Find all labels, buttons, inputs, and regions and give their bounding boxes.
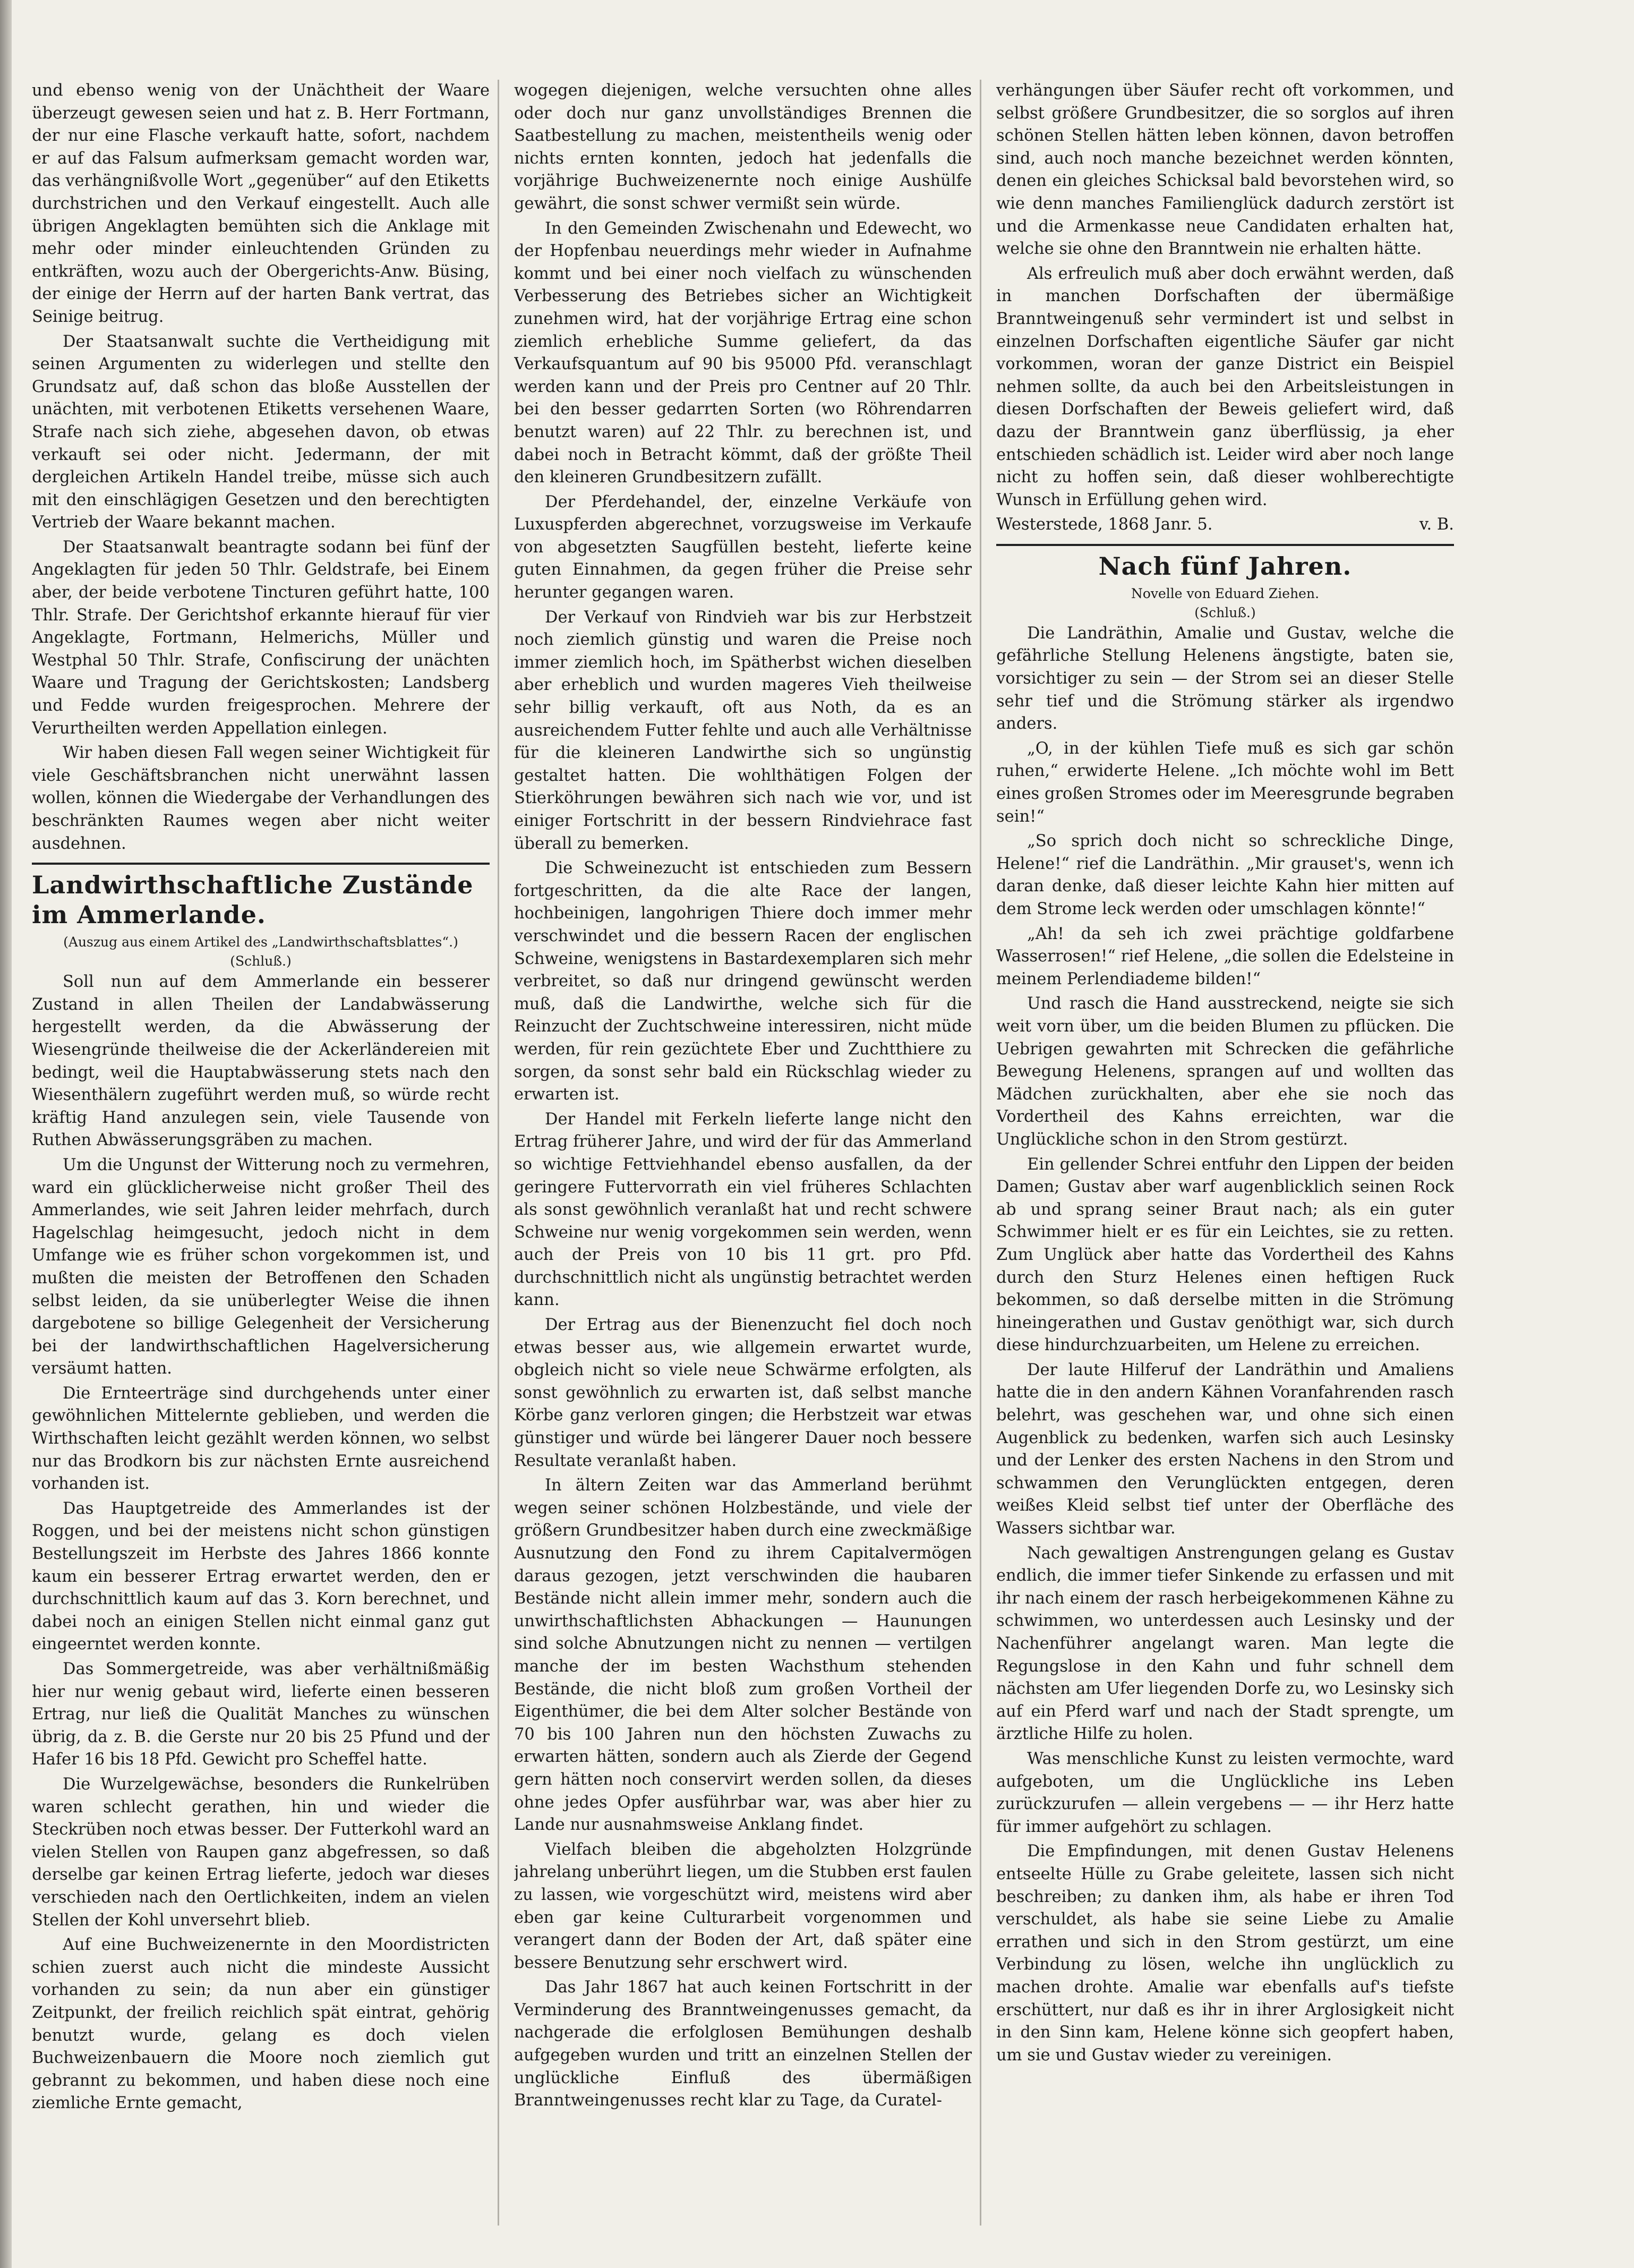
paragraph: Das Hauptgetreide des Ammerlandes ist der Roggen, und bei der meistens nicht schon günstigen Bestellungszeit im Herbste des Jahres 1866 konnte kaum ein besserer Ertrag erwartet werden, den er durchschnittlich kaum auf das 3. Korn berechnet, und dabei noch an einigen Stellen nicht einmal ganz gut eingeerntet werden konnte. bbox=[32, 1499, 490, 1654]
paragraph: Ein gellender Schrei entfuhr den Lippen der beiden Damen; Gustav aber warf augenblicklich seinen Rock ab und sprang seiner Braut nach; als ein guter Schwimmer hielt er es für ein Leichtes, sie zu retten. Zum Unglück aber hatte das Vordertheil des Kahns durch den Sturz Helenes einen heftigen Ruck bekommen, so daß derselbe mitten in die Strömung hineingerathen und Gustav genöthigt war, sich durch diese hindurchzuarbeiten, um Helene zu erreichen. bbox=[996, 1155, 1454, 1355]
article-byline: Novelle von Eduard Ziehen. bbox=[1131, 585, 1320, 601]
paragraph: „Ah! da seh ich zwei prächtige goldfarbene Wasserrosen!“ rief Helene, „die sollen die Edelsteine in meinem Perlendiademe bilden!“ bbox=[996, 924, 1454, 988]
paragraph: Die Empfindungen, mit denen Gustav Helenens entseelte Hülle zu Grabe geleitete, lassen sich nicht beschreiben; zu danken ihm, als habe er ihren Tod verschuldet, als habe sie seine Liebe zu Amalie errathen und sich in den Strom gestürzt, um eine Verbindung zu lösen, welche ihn unglücklich zu machen drohte. Amalie war ebenfalls auf's tiefste erschüttert, nur daß es ihr in ihrer Arglosigkeit nicht in den Sinn kam, Helene könne sich geopfert haben, um sie und Gustav wieder zu vereinigen. bbox=[996, 1842, 1454, 2065]
paragraph: Nach gewaltigen Anstrengungen gelang es Gustav endlich, die immer tiefer Sinkende zu erfassen und mit ihr nach einem der rasch herbeigekommenen Kähne zu schwimmen, wo unterdessen auch Lesinsky und der Nachenführer angelangt waren. Man legte die Regungslose in den Kahn und fuhr schnell dem nächsten am Ufer liegenden Dorfe zu, wo Lesinsky sich auf ein Pferd warf und nach der Stadt sprengte, um ärztliche Hilfe zu holen. bbox=[996, 1544, 1454, 1744]
column-3 bbox=[996, 80, 1454, 2226]
paragraph: und ebenso wenig von der Unächtheit der Waare überzeugt gewesen seien und hat z. B. Herr Fortmann, der nur eine Flasche verkauft hatte, sofort, nachdem er auf das Falsum aufmerksam gemacht worden war, das verhängnißvolle Wort „gegenüber“ auf den Etiketts durchstrichen und den Verkauf eingestellt. Auch alle übrigen Angeklagten bemühten sich die Anklage mit mehr oder minder einleuchtenden Gründen zu entkräften, wozu auch der Obergerichts-Anw. Büsing, der einige der Herrn auf der harten Bank vertrat, das Seinige beitrug. bbox=[32, 81, 490, 326]
article-heading: Nach fünf Jahren. bbox=[1098, 551, 1352, 581]
dateline bbox=[996, 514, 1454, 536]
paragraph: Die Schweinezucht ist entschieden zum Bessern fortgeschritten, da die alte Race der langen, hochbeinigen, langohrigen Thiere doch immer mehr verschwindet und die bessern Racen der englischen Schweine, wenigstens in Bastardexemplaren sich mehr verbreitet, so daß nur dringend gewünscht werden muß, daß die Landwirthe, welche sich für die Reinzucht der Zuchtschweine interessiren, nicht müde werden, für rein gezüchtete Eber und Zuchtthiere zu sorgen, da sonst sehr bald ein Rückschlag wieder zu erwarten ist. bbox=[514, 859, 972, 1104]
paragraph: Der Handel mit Ferkeln lieferte lange nicht den Ertrag früherer Jahre, und wird der für das Ammerland so wichtige Fettviehhandel ebenso ausfallen, da der geringere Futtervorrath ein viel früheres Schlachten als sonst gewöhnlich veranlaßt hat und recht schwere Schweine nur wenig vorgekommen sein werden, wenn auch der Preis von 10 bis 11 grt. pro Pfd. durchschnittlich nicht als ungünstig betrachtet werden kann. bbox=[514, 1110, 972, 1310]
newspaper-page bbox=[21, 80, 1455, 2226]
paragraph: Die Landräthin, Amalie und Gustav, welche die gefährliche Stellung Helenens ängstigte, baten sie, vorsichtiger zu sein — der Strom sei an dieser Stelle sehr tief und die Strömung stärker als irgendwo anders. bbox=[996, 624, 1454, 734]
paragraph: Die Wurzelgewächse, besonders die Runkelrüben waren schlecht gerathen, hin und wieder die Steckrüben noch etwas besser. Der Futterkohl ward an vielen Stellen von Raupen ganz abgefressen, so daß derselbe gar keinen Ertrag lieferte, jedoch war dieses verschieden nach den Oertlichkeiten, indem an vielen Stellen der Kohl unversehrt blieb. bbox=[32, 1775, 490, 1930]
paragraph: Der Ertrag aus der Bienenzucht fiel doch noch etwas besser aus, wie allgemein erwartet wurde, obgleich nicht so viele neue Schwärme erfolgten, als sonst gewöhnlich zu erwarten ist, daß selbst manche Körbe ganz verloren gingen; die Herbstzeit war etwas günstiger und würde bei längerer Dauer noch bessere Resultate veranlaßt haben. bbox=[514, 1316, 972, 1470]
paragraph: Der laute Hilferuf der Landräthin und Amaliens hatte die in den andern Kähnen Voranfahrenden rasch belehrt, was geschehen war, und ohne sich einen Augenblick zu bedenken, warfen sich auch Lesinsky und der Lenker des ersten Nachens in den Strom und schwammen den Verunglückten entgegen, deren weißes Kleid selbst tief unter der Oberfläche des Wassers sichtbar war. bbox=[996, 1360, 1454, 1538]
paragraph: Das Sommergetreide, was aber verhältnißmäßig hier nur wenig gebaut wird, lieferte einen besseren Ertrag, nur ließ die Qualität Manches zu wünschen übrig, da z. B. die Gerste nur 20 bis 25 Pfund und der Hafer 16 bis 18 Pfd. Gewicht pro Scheffel hatte. bbox=[32, 1660, 490, 1769]
paragraph: Der Verkauf von Rindvieh war bis zur Herbstzeit noch ziemlich günstig und waren die Preise noch immer ziemlich hoch, im Spätherbst wichen dieselben aber erheblich und wurden mageres Vieh theilweise sehr billig verkauft, oft aus Noth, da es an ausreichendem Futter fehlte und auch alle Verhältnisse für die kleineren Landwirthe sich so ungünstig gestaltet hatten. Die wohlthätigen Folgen der Stierköhrungen bewähren sich nach wie vor, und ist einiger Fortschritt in der bessern Rindviehrace fast überall zu bemerken. bbox=[514, 608, 972, 853]
paragraph: wogegen diejenigen, welche versuchten ohne alles oder doch nur ganz unvollständiges Brennen die Saatbestellung zu machen, meistentheils wenig oder nichts ernten konnten, jedoch hat jedenfalls die vorjährige Buchweizenernte noch einige Aushülfe gewährt, die sonst schwer vermißt sein würde. bbox=[514, 81, 972, 213]
paragraph: Der Staatsanwalt suchte die Vertheidigung mit seinen Argumenten zu widerlegen und stellte den Grundsatz auf, daß schon das bloße Ausstellen der unächten, mit verbotenen Etiketts versehenen Waare, Strafe nach sich ziehe, abgesehen davon, ob etwas verkauft sei oder nicht. Jedermann, der mit dergleichen Artikeln Handel treibe, müsse sich auch mit den einschlägigen Gesetzen und den berechtigten Vertrieb der Waare bekannt machen. bbox=[32, 332, 490, 532]
article-heading: Landwirthschaftliche Zustände im Ammerlande. bbox=[32, 871, 474, 930]
paragraph: Die Ernteerträge sind durchgehends unter einer gewöhnlichen Mittelernte geblieben, und werden die Wirthschaften leicht gezählt werden können, wo selbst nur das Brodkorn bis zur nächsten Ernte ausreichend vorhanden ist. bbox=[32, 1384, 490, 1494]
paragraph: Um die Ungunst der Witterung noch zu vermehren, ward ein glücklicherweise nicht großer Theil des Ammerlandes, wie seit Jahren leider mehrfach, durch Hagelschlag heimgesucht, jedoch nicht in dem Umfange wie es früher schon vorgekommen ist, und mußten die meisten der Betroffenen den Schaden selbst leiden, da sie unüberlegter Weise die ihnen dargebotene so billige Gelegenheit der Versicherung bei der landwirthschaftlichen Hagelversicherung versäumt hatten. bbox=[32, 1155, 490, 1378]
paragraph: Der Pferdehandel, der, einzelne Verkäufe von Luxuspferden abgerechnet, vorzugsweise im Verkaufe von abgesetzten Saugfüllen besteht, lieferte keine guten Einnahmen, da gegen früher die Preise sehr herunter gegangen waren. bbox=[514, 492, 972, 602]
page-gutter-shadow bbox=[0, 0, 12, 2268]
paragraph: „O, in der kühlen Tiefe muß es sich gar schön ruhen,“ erwiderte Helene. „Ich möchte wohl im Bett eines großen Stromes oder im Meeresgrunde begraben sein!“ bbox=[996, 739, 1454, 826]
column-divider bbox=[498, 80, 499, 2226]
paragraph: Das Jahr 1867 hat auch keinen Fortschritt in der Verminderung des Branntweingenusses gemacht, da nachgerade die erfolglosen Bemühungen deshalb aufgegeben wurden und tritt an einzelnen Stellen der unglückliche Einfluß des übermäßigen Branntweingenusses recht klar zu Tage, da Curatel- bbox=[514, 1978, 972, 2110]
paragraph: In den Gemeinden Zwischenahn und Edewecht, wo der Hopfenbau neuerdings mehr wieder in Aufnahme kommt und bei einer noch vielfach zu wünschenden Verbesserung des Betriebes sicher an Wichtigkeit zunehmen wird, hat der vorjährige Ertrag eine schon ziemlich erhebliche Summe geliefert, da das Verkaufsquantum auf 90 bis 95000 Pfd. veranschlagt werden kann und der Preis pro Centner auf 20 Thlr. bei den besser gedarrten Sorten (wo Röhrendarren benutzt waren) auf 22 Thlr. zu berechnen ist, und dabei noch in Betracht kömmt, daß der größte Theil den kleineren Grundbesitzern zufällt. bbox=[514, 219, 972, 487]
section-rule bbox=[996, 544, 1454, 546]
column-1 bbox=[32, 80, 490, 2226]
paragraph: Der Staatsanwalt beantragte sodann bei fünf der Angeklagten für jeden 50 Thlr. Geldstrafe, bei Einem aber, der beide verbotene Tincturen geführt hatte, 100 Thlr. Strafe. Der Gerichtshof erkannte hierauf für vier Angeklagte, Fortmann, Helmerichs, Müller und Westphal 50 Thlr. Strafe, Confiscirung der unächten Waare und Tragung der Gerichtskosten; Landsberg und Fedde wurden freigesprochen. Mehrere der Verurtheilten werden Appellation einlegen. bbox=[32, 538, 490, 738]
article-continuation-note: (Schluß.) bbox=[1194, 604, 1256, 620]
article-continuation-note: (Schluß.) bbox=[230, 953, 292, 969]
paragraph: In ältern Zeiten war das Ammerland berühmt wegen seiner schönen Holzbestände, und viele der größern Grundbesitzer haben durch eine zweckmäßige Ausnutzung den Fond zu ihrem Capitalvermögen daraus gezogen, jetzt verschwinden die haubaren Bestände nicht allein immer mehr, sondern auch die unwirthschaftlichsten Abhackungen — Haunungen sind solche Abnutzungen nicht zu nennen — vertilgen manche der im besten Wachsthum stehenden Bestände, die nicht bloß zum großen Vortheil der Eigenthümer, die bei dem Alter solcher Bestände von 70 bis 100 Jahren nun den höchsten Zuwachs zu erwarten hätten, sondern auch als Zierde der Gegend gern hätten noch conservirt werden sollen, da dieses ohne jedes Opfer ausführbar war, was aber hier zu Lande nur ausnahmsweise Anklang findet. bbox=[514, 1476, 972, 1835]
paragraph: Vielfach bleiben die abgeholzten Holzgründe jahrelang unberührt liegen, um die Stubben erst faulen zu lassen, wie vorgeschützt wird, meistens wird aber eben gar keine Culturarbeit vorgenommen und verangert dann der Boden der Art, daß später eine bessere Benutzung sehr erschwert wird. bbox=[514, 1840, 972, 1972]
paragraph: Als erfreulich muß aber doch erwähnt werden, daß in manchen Dorfschaften der übermäßige Branntweingenuß sehr vermindert ist und selbst in einzelnen Dorfschaften eigentliche Säufer gar nicht vorkommen, woran der ganze District ein Beispiel nehmen sollte, da auch bei den Arbeitsleistungen in diesen Dorfschaften der Beweis geliefert wird, daß dazu der Branntwein ganz überflüssig, ja eher entschieden schädlich ist. Leider wird aber noch lange nicht zu hoffen sein, daß dieser wohlberechtigte Wunsch in Erfüllung gehen wird. bbox=[996, 264, 1454, 509]
dateline-place-date: Westerstede, 1868 Janr. 5. bbox=[996, 515, 1213, 534]
paragraph: Was menschliche Kunst zu leisten vermochte, ward aufgeboten, um die Unglückliche ins Leben zurückzurufen — allein vergebens — — ihr Herz hatte für immer aufgehört zu schlagen. bbox=[996, 1749, 1454, 1836]
paragraph: Und rasch die Hand ausstreckend, neigte sie sich weit vorn über, um die beiden Blumen zu pflücken. Die Uebrigen gewahrten mit Schrecken die gefährliche Bewegung Helenens, sprangen auf und wollten das Mädchen zurückhalten, aber ehe sie noch das Vordertheil des Kahns erreichten, war die Unglückliche schon in den Strom gestürzt. bbox=[996, 994, 1454, 1149]
author-signature: v. B. bbox=[1419, 515, 1454, 534]
column-2 bbox=[514, 80, 972, 2226]
paragraph: „So sprich doch nicht so schreckliche Dinge, Helene!“ rief die Landräthin. „Mir grauset's, wenn ich daran denke, daß dieser leichte Kahn hier mitten auf dem Strome leck werden oder umschlagen könnte!“ bbox=[996, 832, 1454, 918]
column-divider bbox=[980, 80, 981, 2226]
paragraph: Auf eine Buchweizenernte in den Moordistricten schien zuerst auch nicht die mindeste Aussicht vorhanden zu sein; da nun aber ein günstiger Zeitpunkt, der freilich reichlich spät eintrat, gehörig benutzt wurde, gelang es doch vielen Buchweizenbauern die Moore noch ziemlich gut gebrannt zu bekommen, und haben diese noch eine ziemliche Ernte gemacht, bbox=[32, 1936, 490, 2113]
paragraph: Wir haben diesen Fall wegen seiner Wichtigkeit für viele Geschäftsbranchen nicht unerwähnt lassen wollen, können die Wiedergabe der Verhandlungen des beschränkten Raumes wegen aber nicht weiter ausdehnen. bbox=[32, 744, 490, 853]
article-source-note: (Auszug aus einem Artikel des „Landwirthschaftsblattes“.) bbox=[63, 934, 458, 950]
paragraph: verhängungen über Säufer recht oft vorkommen, und selbst größere Grundbesitzer, die so sorglos auf ihren schönen Stellen hätten leben können, davon betroffen sind, auch noch manche bezeichnet werden könnten, denen ein gleiches Schicksal bald bevorstehen wird, so wie denn manches Familienglück dadurch zerstört ist und die Armenkasse neue Candidaten erhalten hat, welche sie ohne den Branntwein nie erhalten hätte. bbox=[996, 81, 1454, 259]
section-rule bbox=[32, 863, 490, 865]
paragraph: Soll nun auf dem Ammerlande ein besserer Zustand in allen Theilen der Landabwässerung hergestellt werden, da die Abwässerung der Wiesengründe theilweise die der Ackerländereien mit bedingt, weil die Hauptabwässerung stets nach den Wiesenthälern zugeführt werden muß, so würde recht kräftig Hand anzulegen sein, viele Tausende von Ruthen Abwässerungsgräben zu machen. bbox=[32, 973, 490, 1150]
